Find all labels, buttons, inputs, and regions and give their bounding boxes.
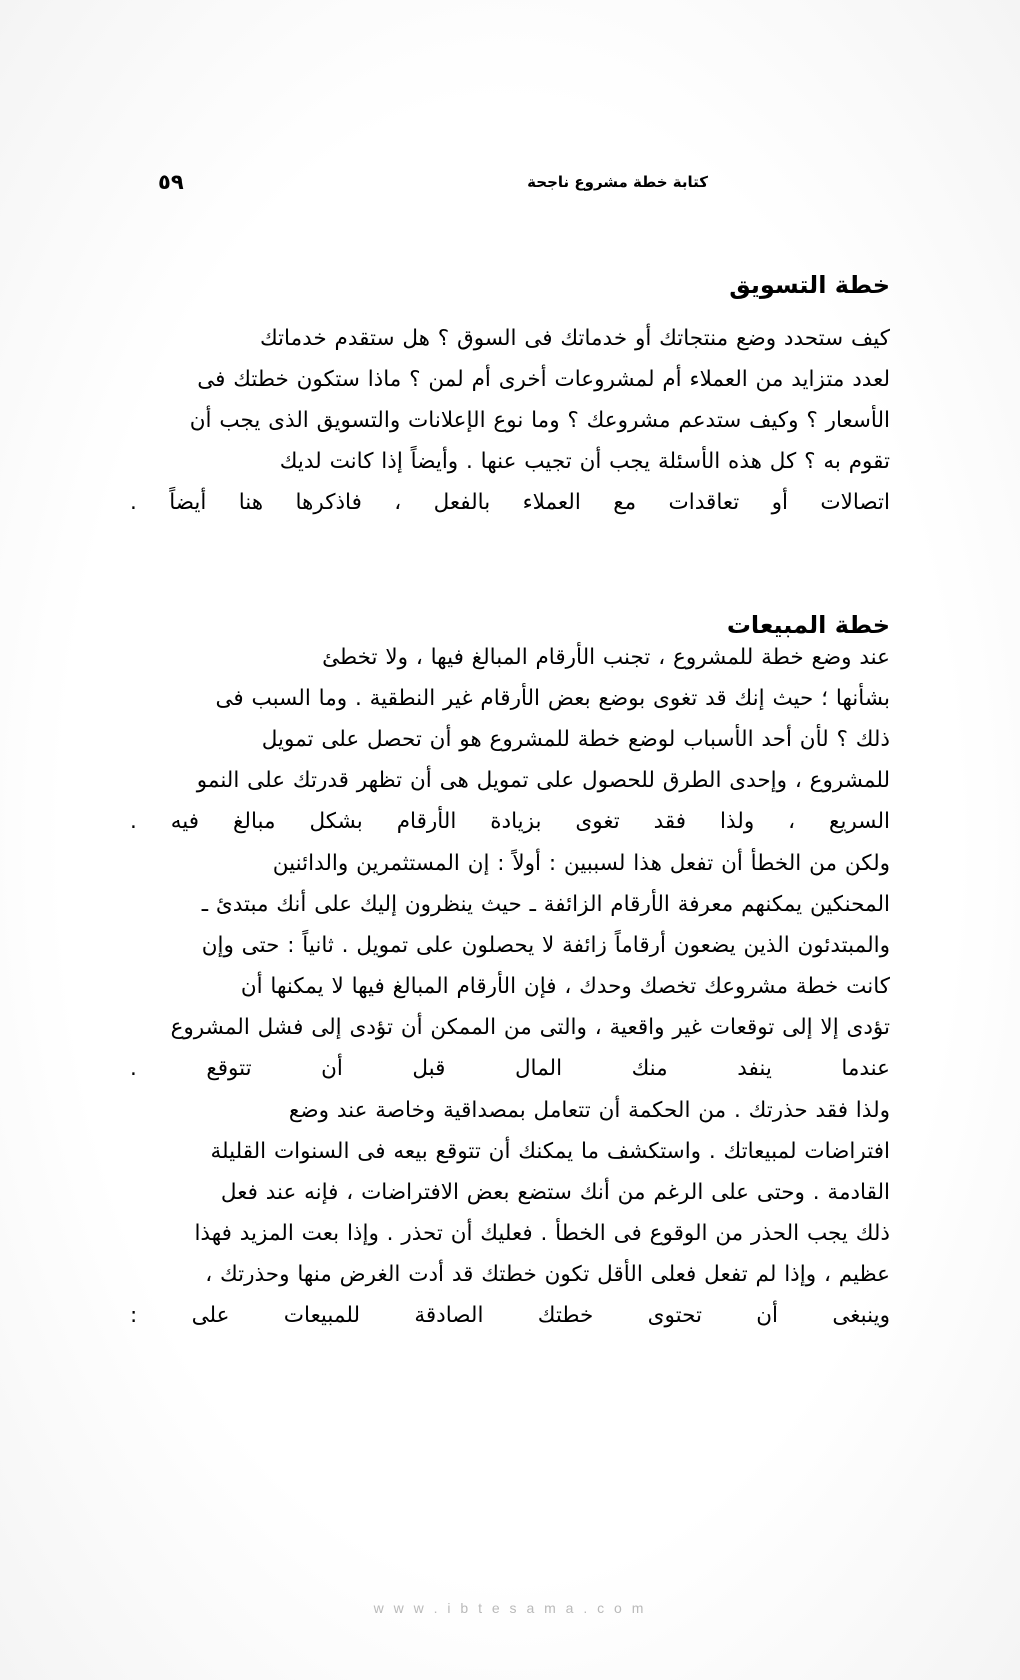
line-text: عظيم ، وإذا لم تفعل فعلى الأقل تكون خطتك قد أدت الغرض منها وحذرتك ، <box>205 1262 890 1287</box>
line-text: القادمة . وحتى على الرغم من أنك ستضع بعض الافتراضات ، فإنه عند فعل <box>220 1180 890 1205</box>
text-line <box>130 966 890 1007</box>
text-line <box>130 760 890 801</box>
text-line <box>130 884 890 925</box>
section-heading-sales-plan: خطة المبيعات <box>726 610 890 639</box>
text-line <box>130 678 890 719</box>
line-text: ذلك يجب الحذر من الوقوع فى الخطأ . فعليك أن تحذر . وإذا بعت المزيد فهذا <box>194 1221 890 1246</box>
line-text: عند وضع خطة للمشروع ، تجنب الأرقام المبالغ فيها ، ولا تخطئ <box>322 645 890 670</box>
section-heading-marketing-plan: خطة التسويق <box>729 270 890 299</box>
page-number: ٥٩ <box>158 169 184 194</box>
text-line <box>130 1131 890 1172</box>
line-text: اتصالات أو تعاقدات مع العملاء بالفعل ، فاذكرها هنا أيضاً . <box>130 490 890 515</box>
text-line <box>130 1172 890 1213</box>
page-content-area <box>130 0 890 1680</box>
running-header <box>130 168 890 196</box>
line-text: السريع ، ولذا فقد تغوى بزيادة الأرقام بشكل مبالغ فيه . <box>130 809 890 834</box>
text-line <box>130 925 890 966</box>
text-line <box>130 1048 890 1089</box>
text-line <box>130 1295 890 1336</box>
text-line <box>130 482 890 523</box>
text-line <box>130 400 890 441</box>
text-line <box>130 1254 890 1295</box>
paragraph-sales-2 <box>130 843 890 1089</box>
line-text: بشأنها ؛ حيث إنك قد تغوى بوضع بعض الأرقام غير النطقية . وما السبب فى <box>215 686 890 711</box>
line-text: تقوم به ؟ كل هذه الأسئلة يجب أن تجيب عنها . وأيضاً إذا كانت لديك <box>279 449 890 474</box>
line-text: ولكن من الخطأ أن تفعل هذا لسببين : أولاً : إن المستثمرين والدائنين <box>272 851 890 876</box>
paragraph-sales-3 <box>130 1090 890 1336</box>
site-watermark: w w w . i b t e s a m a . c o m <box>373 1600 647 1616</box>
text-line <box>130 441 890 482</box>
text-line <box>130 359 890 400</box>
text-line <box>130 801 890 842</box>
text-line <box>130 1007 890 1048</box>
text-line <box>130 719 890 760</box>
text-line <box>130 637 890 678</box>
paragraph-sales-1 <box>130 637 890 842</box>
text-line <box>130 843 890 884</box>
text-line <box>130 1090 890 1131</box>
line-text: ذلك ؟ لأن أحد الأسباب لوضع خطة للمشروع هو أن تحصل على تمويل <box>261 727 890 752</box>
line-text: افتراضات لمبيعاتك . واستكشف ما يمكنك أن تتوقع بيعه فى السنوات القليلة <box>210 1139 890 1164</box>
line-text: كانت خطة مشروعك تخصك وحدك ، فإن الأرقام المبالغ فيها لا يمكنها أن <box>240 974 890 999</box>
line-text: لعدد متزايد من العملاء أم لمشروعات أخرى أم لمن ؟ ماذا ستكون خطتك فى <box>197 367 890 392</box>
line-text: والمبتدئون الذين يضعون أرقاماً زائفة لا يحصلون على تمويل . ثانياً : حتى وإن <box>201 933 890 958</box>
line-text: ولذا فقد حذرتك . من الحكمة أن تتعامل بمصداقية وخاصة عند وضع <box>288 1098 890 1123</box>
line-text: عندما ينفد منك المال قبل أن تتوقع . <box>130 1056 890 1081</box>
line-text: تؤدى إلا إلى توقعات غير واقعية ، والتى من الممكن أن تؤدى إلى فشل المشروع <box>170 1015 890 1040</box>
line-text: وينبغى أن تحتوى خطتك الصادقة للمبيعات على : <box>130 1303 890 1328</box>
line-text: المحنكين يمكنهم معرفة الأرقام الزائفة ـ حيث ينظرون إليك على أنك مبتدئ ـ <box>201 892 890 917</box>
running-title: كتابة خطة مشروع ناجحة <box>527 172 708 191</box>
text-line <box>130 318 890 359</box>
text-line <box>130 1213 890 1254</box>
line-text: الأسعار ؟ وكيف ستدعم مشروعك ؟ وما نوع الإعلانات والتسويق الذى يجب أن <box>189 408 890 433</box>
line-text: كيف ستحدد وضع منتجاتك أو خدماتك فى السوق ؟ هل ستقدم خدماتك <box>259 326 890 351</box>
paragraph-marketing-1 <box>130 318 890 523</box>
line-text: للمشروع ، وإحدى الطرق للحصول على تمويل هى أن تظهر قدرتك على النمو <box>196 768 890 793</box>
